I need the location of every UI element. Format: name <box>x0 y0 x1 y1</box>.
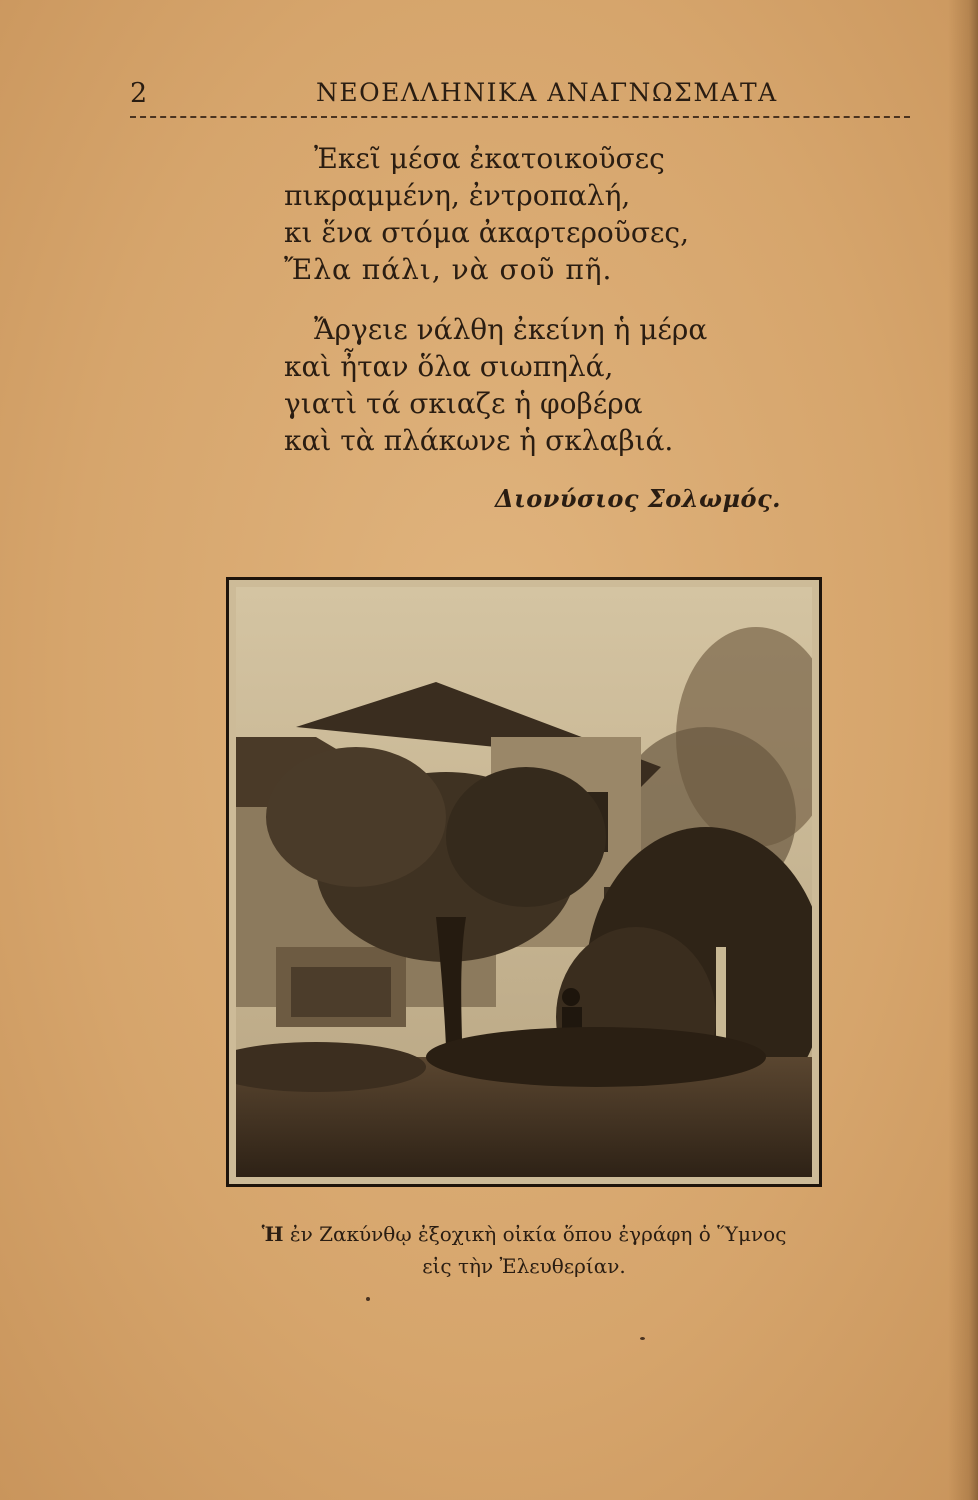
page-edge-shadow <box>948 0 978 1500</box>
house-photograph <box>236 587 812 1177</box>
stanza-1 <box>284 140 804 288</box>
running-header <box>130 78 910 112</box>
verse-line: πικραμμένη, ἐντροπαλή, <box>284 179 631 212</box>
page-number: 2 <box>130 78 148 109</box>
caption-line-1: ἐν Ζακύνθῳ ἐξοχικὴ οἰκία ὅπου ἐγράφη ὁ Ὕμνος <box>289 1222 787 1246</box>
photo-caption <box>226 1218 822 1282</box>
verse-line: καὶ τὰ πλάκωνε ἡ σκλαβιά. <box>284 424 674 457</box>
verse-line: κι ἕνα στόμα ἀκαρτεροῦσες, <box>284 216 690 249</box>
photograph-frame <box>226 577 822 1187</box>
verse-line: καὶ ἦταν ὅλα σιωπηλά, <box>284 350 614 383</box>
caption-line-2: εἰς τὴν Ἐλευθερίαν. <box>422 1254 626 1278</box>
running-title: ΝΕΟΕΛΛΗΝΙΚΑ ΑΝΑΓΝΩΣΜΑΤΑ <box>316 78 778 107</box>
poem-author: Διονύσιος Σολωμός. <box>495 484 782 513</box>
verse-line: Ἄργειε νάλθη ἐκείνη ἡ μέρα <box>314 313 708 346</box>
poem <box>284 140 804 482</box>
verse-line: γιατὶ τά σκιαζε ἡ φοβέρα <box>284 387 643 420</box>
header-rule <box>130 116 910 118</box>
stanza-2 <box>284 311 804 459</box>
caption-lead: Ἡ <box>261 1222 284 1246</box>
verse-line: Ἔλα πάλι, νὰ σοῦ πῆ. <box>284 253 613 286</box>
paper-speck <box>366 1297 370 1301</box>
paper-speck <box>640 1337 645 1340</box>
verse-line: Ἐκεῖ μέσα ἐκατοικοῦσες <box>314 142 665 175</box>
